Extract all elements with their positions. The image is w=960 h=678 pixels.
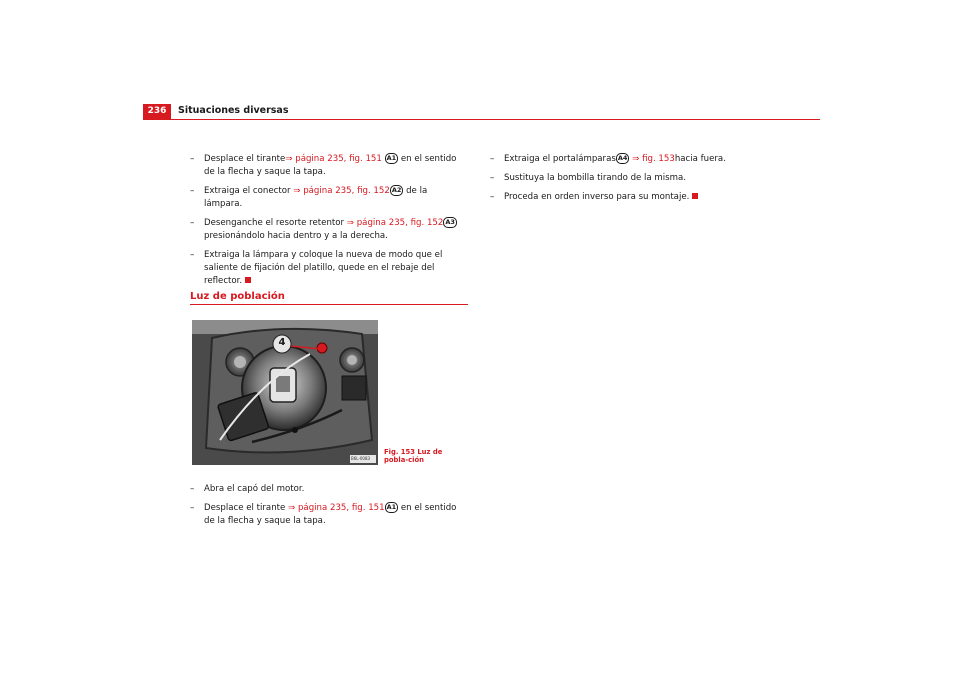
- step-text: Extraiga el conector: [204, 186, 294, 196]
- callout-tag: A4: [617, 154, 628, 162]
- page-reference-link[interactable]: página 235, fig. 151: [295, 503, 385, 513]
- step-text: Sustituya la bombilla tirando de la misma.: [504, 173, 687, 183]
- figure-caption: Fig. 153 Luz de pobla-ción: [384, 448, 443, 464]
- list-item: [490, 153, 820, 166]
- header-rule: [143, 119, 820, 120]
- figure-callout-number: 4: [278, 337, 286, 348]
- step-text: Desenganche el resorte retentor: [204, 218, 347, 228]
- callout-tag: A3: [445, 218, 455, 226]
- step-text: Extraiga la lámpara y coloque la nueva de modo que el saliente de fijación del platillo, quede en el rebaje del reflector.: [204, 250, 443, 286]
- end-of-section-icon: [245, 277, 251, 283]
- step-dash: –: [490, 154, 495, 164]
- page-header-title: Situaciones diversas: [178, 105, 289, 116]
- left-column-steps-2: [190, 483, 468, 534]
- section-rule: [190, 304, 468, 305]
- arrow-icon: ⇒: [288, 503, 296, 513]
- step-dash: –: [190, 250, 195, 260]
- list-item: [190, 249, 468, 288]
- figure-code: B6L-0083: [351, 456, 371, 461]
- step-text: Abra el capó del motor.: [204, 484, 305, 494]
- list-item: [190, 483, 468, 496]
- step-text: Proceda en orden inverso para su montaje.: [504, 192, 690, 202]
- list-item: [190, 153, 468, 179]
- step-dash: –: [190, 484, 195, 494]
- list-item: [190, 185, 468, 211]
- right-column-steps: [490, 153, 820, 210]
- list-item: [190, 217, 468, 243]
- page-reference-link[interactable]: fig. 153: [639, 154, 675, 164]
- step-dash: –: [190, 503, 195, 513]
- step-text-after: en el sentido de la flecha y saque la tapa.: [204, 154, 457, 177]
- step-text-after: presionándolo hacia dentro y a la derecha.: [204, 231, 388, 241]
- left-column-steps: [190, 153, 468, 294]
- step-dash: –: [190, 186, 195, 196]
- end-of-section-icon: [692, 193, 698, 199]
- step-text: Extraiga el portalámparas: [504, 154, 616, 164]
- step-text-after: de la lámpara.: [204, 186, 428, 209]
- arrow-icon: ⇒: [346, 218, 354, 228]
- section-title: Luz de población: [190, 291, 285, 302]
- step-dash: –: [490, 192, 495, 202]
- callout-tag: A1: [386, 154, 397, 162]
- arrow-icon: ⇒: [285, 154, 293, 164]
- step-dash: –: [190, 154, 195, 164]
- page-reference-link[interactable]: página 235, fig. 152: [354, 218, 444, 228]
- step-dash: –: [490, 173, 495, 183]
- arrow-icon: ⇒: [293, 186, 301, 196]
- callout-tag: A1: [386, 503, 397, 511]
- list-item: [190, 502, 468, 528]
- step-text: Desplace el tirante: [204, 503, 289, 513]
- list-item: [490, 172, 820, 185]
- list-item: [490, 191, 820, 204]
- step-text: Desplace el tirante: [204, 154, 286, 164]
- step-text-after: hacia fuera.: [674, 154, 726, 164]
- callout-tag: A2: [391, 186, 402, 194]
- step-text-after: en el sentido de la flecha y saque la tapa.: [204, 503, 457, 526]
- page-reference-link[interactable]: página 235, fig. 152: [300, 186, 390, 196]
- arrow-icon: ⇒: [632, 154, 640, 164]
- figure-photo: [192, 320, 378, 465]
- step-dash: –: [190, 218, 195, 228]
- page-number: 236: [143, 104, 171, 119]
- page-reference-link[interactable]: página 235, fig. 151: [292, 154, 385, 164]
